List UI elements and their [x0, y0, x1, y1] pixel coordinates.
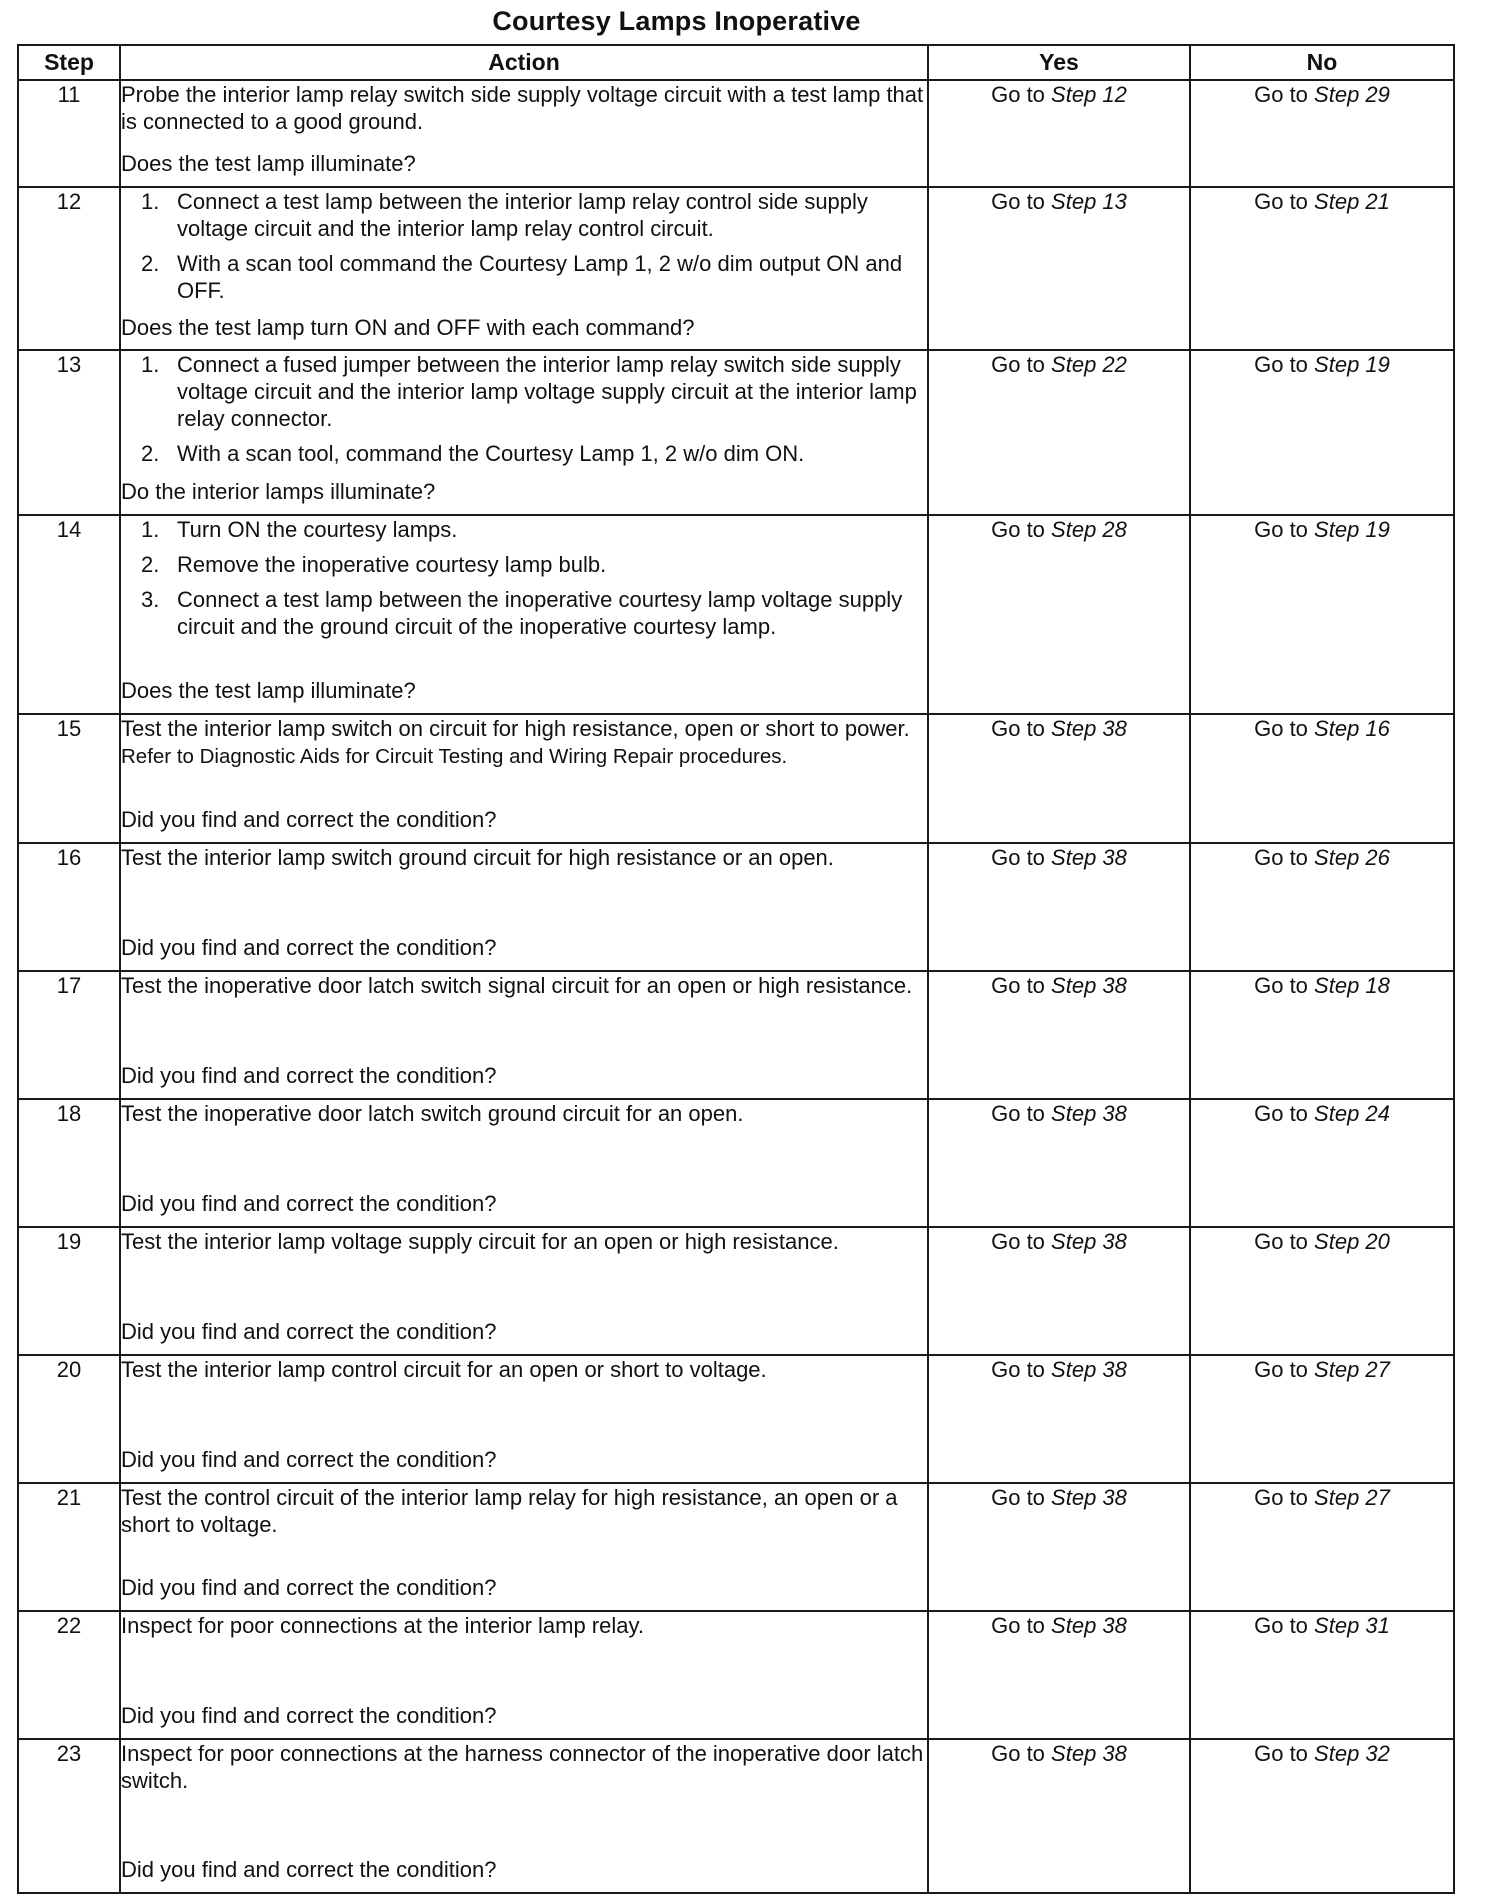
go-to-label: Go to: [991, 1101, 1045, 1126]
yes-cell: [928, 1483, 1190, 1611]
go-to-label: Go to: [1254, 1613, 1308, 1638]
yes-step-link[interactable]: Step 28: [1051, 517, 1127, 542]
no-step-link[interactable]: Step 26: [1314, 845, 1390, 870]
list-item-text: Connect a fused jumper between the interior lamp relay switch side supply voltage circuit and the interior lamp voltage supply circuit at the interior lamp relay connector.: [177, 352, 917, 431]
no-cell: [1190, 350, 1454, 515]
no-cell: [1190, 714, 1454, 843]
action-text: Probe the interior lamp relay switch side supply voltage circuit with a test lamp that is connected to a good ground.: [121, 82, 924, 134]
yes-step-link[interactable]: Step 38: [1051, 1229, 1127, 1254]
action-question: Does the test lamp illuminate?: [121, 151, 416, 176]
yes-cell: [928, 187, 1190, 350]
table-body: [18, 80, 1454, 1893]
step-number: 20: [18, 1355, 120, 1483]
no-step-link[interactable]: Step 31: [1314, 1613, 1390, 1638]
yes-step-link[interactable]: Step 22: [1051, 352, 1127, 377]
step-number: 22: [18, 1611, 120, 1739]
yes-step-link[interactable]: Step 38: [1051, 716, 1127, 741]
go-to-label: Go to: [991, 189, 1045, 214]
yes-cell: [928, 1227, 1190, 1355]
table-row: [18, 187, 1454, 350]
action-text: Test the interior lamp switch on circuit for high resistance, open or short to power.: [121, 716, 910, 741]
step-number: 12: [18, 187, 120, 350]
yes-cell: [928, 714, 1190, 843]
go-to-label: Go to: [1254, 716, 1308, 741]
action-cell: [120, 843, 928, 971]
action-question: Did you find and correct the condition?: [121, 1191, 497, 1216]
no-step-link[interactable]: Step 20: [1314, 1229, 1390, 1254]
action-cell: [120, 1227, 928, 1355]
step-number: 18: [18, 1099, 120, 1227]
yes-step-link[interactable]: Step 38: [1051, 845, 1127, 870]
go-to-label: Go to: [1254, 973, 1308, 998]
list-item-number: 3.: [141, 587, 160, 612]
table-row: [18, 350, 1454, 515]
no-cell: [1190, 1355, 1454, 1483]
yes-cell: [928, 350, 1190, 515]
action-steps-list: [121, 516, 927, 648]
go-to-label: Go to: [991, 352, 1045, 377]
step-number: 16: [18, 843, 120, 971]
action-question: Did you find and correct the condition?: [121, 807, 497, 832]
go-to-label: Go to: [991, 973, 1045, 998]
list-item-text: With a scan tool command the Courtesy Lamp 1, 2 w/o dim output ON and OFF.: [177, 251, 903, 303]
go-to-label: Go to: [991, 517, 1045, 542]
go-to-label: Go to: [1254, 1741, 1308, 1766]
action-question: Does the test lamp turn ON and OFF with each command?: [121, 315, 695, 340]
no-step-link[interactable]: Step 16: [1314, 716, 1390, 741]
yes-cell: [928, 1739, 1190, 1893]
action-question: Did you find and correct the condition?: [121, 1857, 497, 1882]
table-row: [18, 1483, 1454, 1611]
no-step-link[interactable]: Step 29: [1314, 82, 1390, 107]
no-cell: [1190, 843, 1454, 971]
action-question: Did you find and correct the condition?: [121, 935, 497, 960]
action-cell: [120, 1739, 928, 1893]
table-row: [18, 714, 1454, 843]
table-row: [18, 1611, 1454, 1739]
action-question: Do the interior lamps illuminate?: [121, 479, 436, 504]
list-item: [121, 551, 927, 578]
yes-cell: [928, 843, 1190, 971]
go-to-label: Go to: [1254, 517, 1308, 542]
go-to-label: Go to: [1254, 189, 1308, 214]
yes-cell: [928, 80, 1190, 187]
action-steps-list: [121, 351, 927, 475]
page-title: Courtesy Lamps Inoperative: [492, 6, 861, 36]
action-text: Inspect for poor connections at the interior lamp relay.: [121, 1613, 644, 1638]
list-item-text: Connect a test lamp between the inoperative courtesy lamp voltage supply circuit and the ground circuit of the inoperative courtesy lamp.: [177, 587, 903, 639]
action-text: Test the interior lamp control circuit for an open or short to voltage.: [121, 1357, 767, 1382]
go-to-label: Go to: [1254, 352, 1308, 377]
table-row: [18, 971, 1454, 1099]
list-item-text: Turn ON the courtesy lamps.: [177, 517, 458, 542]
action-question: Did you find and correct the condition?: [121, 1447, 497, 1472]
no-step-link[interactable]: Step 21: [1314, 189, 1390, 214]
no-step-link[interactable]: Step 18: [1314, 973, 1390, 998]
yes-cell: [928, 1099, 1190, 1227]
action-text-block: [121, 715, 927, 770]
reference-note: Refer to Diagnostic Aids for Circuit Testing and Wiring Repair procedures.: [121, 745, 788, 768]
list-item-number: 2.: [141, 251, 160, 276]
yes-step-link[interactable]: Step 38: [1051, 1613, 1127, 1638]
yes-cell: [928, 1355, 1190, 1483]
no-cell: [1190, 187, 1454, 350]
no-step-link[interactable]: Step 19: [1314, 352, 1390, 377]
step-number: 19: [18, 1227, 120, 1355]
header-no: No: [1190, 45, 1454, 80]
list-item-text: Remove the inoperative courtesy lamp bulb.: [177, 552, 607, 577]
list-item: [121, 516, 927, 543]
no-cell: [1190, 1227, 1454, 1355]
action-question: Does the test lamp illuminate?: [121, 678, 416, 703]
action-text: Test the control circuit of the interior lamp relay for high resistance, an open or a short to voltage.: [121, 1485, 898, 1537]
go-to-label: Go to: [991, 1229, 1045, 1254]
no-cell: [1190, 971, 1454, 1099]
list-item-text: With a scan tool, command the Courtesy Lamp 1, 2 w/o dim ON.: [177, 441, 805, 466]
table-row: [18, 515, 1454, 714]
header-yes: Yes: [928, 45, 1190, 80]
yes-step-link[interactable]: Step 38: [1051, 973, 1127, 998]
table-row: [18, 1099, 1454, 1227]
go-to-label: Go to: [1254, 1101, 1308, 1126]
no-cell: [1190, 80, 1454, 187]
go-to-label: Go to: [991, 1741, 1045, 1766]
step-number: 17: [18, 971, 120, 1099]
action-cell: [120, 515, 928, 714]
go-to-label: Go to: [1254, 82, 1308, 107]
no-cell: [1190, 1611, 1454, 1739]
no-cell: [1190, 1099, 1454, 1227]
list-item: [121, 351, 927, 432]
list-item-text: Connect a test lamp between the interior lamp relay control side supply voltage circuit and the interior lamp relay control circuit.: [177, 189, 868, 241]
step-number: 23: [18, 1739, 120, 1893]
action-question: Did you find and correct the condition?: [121, 1319, 497, 1344]
step-number: 21: [18, 1483, 120, 1611]
go-to-label: Go to: [1254, 845, 1308, 870]
action-cell: [120, 1611, 928, 1739]
yes-step-link[interactable]: Step 38: [1051, 1485, 1127, 1510]
no-cell: [1190, 1739, 1454, 1893]
list-item-number: 1.: [141, 352, 160, 377]
action-cell: [120, 80, 928, 187]
action-question: Did you find and correct the condition?: [121, 1703, 497, 1728]
action-text: Test the interior lamp voltage supply circuit for an open or high resistance.: [121, 1229, 839, 1254]
list-item: [121, 250, 927, 304]
action-text: Test the inoperative door latch switch signal circuit for an open or high resistance.: [121, 973, 913, 998]
action-text: Inspect for poor connections at the harness connector of the inoperative door latch switch.: [121, 1741, 924, 1793]
action-cell: [120, 714, 928, 843]
go-to-label: Go to: [991, 1357, 1045, 1382]
table-row: [18, 1739, 1454, 1893]
action-cell: [120, 1355, 928, 1483]
yes-step-link[interactable]: Step 13: [1051, 189, 1127, 214]
action-cell: [120, 1099, 928, 1227]
action-text: Test the inoperative door latch switch ground circuit for an open.: [121, 1101, 744, 1126]
header-step: Step: [18, 45, 120, 80]
go-to-label: Go to: [991, 1613, 1045, 1638]
action-cell: [120, 187, 928, 350]
go-to-label: Go to: [991, 716, 1045, 741]
list-item-number: 1.: [141, 517, 160, 542]
yes-step-link[interactable]: Step 38: [1051, 1357, 1127, 1382]
action-cell: [120, 971, 928, 1099]
step-number: 14: [18, 515, 120, 714]
no-step-link[interactable]: Step 19: [1314, 517, 1390, 542]
no-cell: [1190, 1483, 1454, 1611]
go-to-label: Go to: [1254, 1229, 1308, 1254]
step-number: 15: [18, 714, 120, 843]
go-to-label: Go to: [1254, 1485, 1308, 1510]
yes-cell: [928, 515, 1190, 714]
yes-step-link[interactable]: Step 12: [1051, 82, 1127, 107]
list-item: [121, 586, 927, 640]
step-number: 13: [18, 350, 120, 515]
no-step-link[interactable]: Step 24: [1314, 1101, 1390, 1126]
go-to-label: Go to: [991, 82, 1045, 107]
step-number: 11: [18, 80, 120, 187]
list-item: [121, 188, 927, 242]
action-question: Did you find and correct the condition?: [121, 1063, 497, 1088]
list-item-number: 1.: [141, 189, 160, 214]
action-question: Did you find and correct the condition?: [121, 1575, 497, 1600]
no-cell: [1190, 515, 1454, 714]
action-steps-list: [121, 188, 927, 312]
action-cell: [120, 1483, 928, 1611]
header-action: Action: [120, 45, 928, 80]
action-text: Test the interior lamp switch ground circuit for high resistance or an open.: [121, 845, 834, 870]
no-step-link[interactable]: Step 32: [1314, 1741, 1390, 1766]
table-row: [18, 843, 1454, 971]
table-row: [18, 1355, 1454, 1483]
no-step-link[interactable]: Step 27: [1314, 1485, 1390, 1510]
list-item: [121, 440, 927, 467]
go-to-label: Go to: [1254, 1357, 1308, 1382]
yes-step-link[interactable]: Step 38: [1051, 1741, 1127, 1766]
go-to-label: Go to: [991, 845, 1045, 870]
action-cell: [120, 350, 928, 515]
yes-cell: [928, 1611, 1190, 1739]
list-item-number: 2.: [141, 552, 160, 577]
diagnostic-table: [17, 44, 1455, 1894]
go-to-label: Go to: [991, 1485, 1045, 1510]
yes-cell: [928, 971, 1190, 1099]
table-row: [18, 1227, 1454, 1355]
no-step-link[interactable]: Step 27: [1314, 1357, 1390, 1382]
table-header-row: [18, 45, 1454, 80]
table-row: [18, 80, 1454, 187]
yes-step-link[interactable]: Step 38: [1051, 1101, 1127, 1126]
list-item-number: 2.: [141, 441, 160, 466]
